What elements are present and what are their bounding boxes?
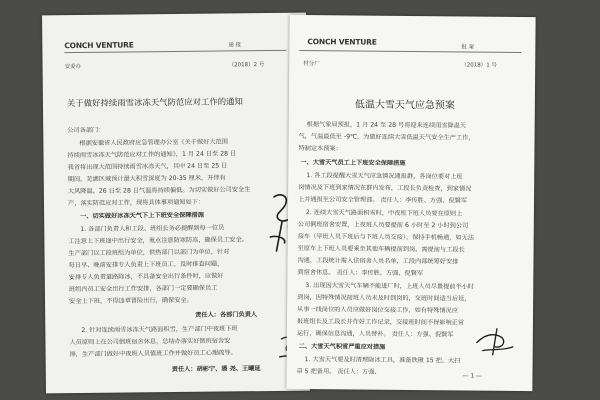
body-line: 班组内员工安全出行工作安排，各部门一定要确保员工 <box>68 284 218 294</box>
salutation: 公司各部门： <box>67 126 105 135</box>
body-line: 2. 针对连续雨雪冰冻天气路面积雪，生产部门中夜班下班 <box>81 325 238 334</box>
body-line: 生产部门以工段班组为单位，供热部门以部门为单位，针对 <box>68 248 230 258</box>
document-title: 关于做好持续雨雪冰冻天气防范应对工作的通知 <box>66 96 243 109</box>
company-logo-text: CONCH VENTURE <box>64 40 134 51</box>
body-line: 岗情况及下班到家情况在群内发布，工段长负责检查，到家情况 <box>298 184 472 193</box>
body-line: 上并通报至公司安全管理部。 责任人：李传胜、方强、倪賢军 <box>297 196 468 205</box>
body-line: 至原车上下班人员要乘坐其他车辆提前到岗，需提前与工段长 <box>297 245 465 254</box>
body-line: 1. 大雪天气要及时清理除冰工具，准备铁锹 15 把、大扫 <box>304 356 461 365</box>
header-rule <box>64 50 286 53</box>
document-title: 低温大雪天气应急预案 <box>354 99 455 112</box>
body-line: 3. 出现因大雪天气车辆不能进厂时，上班人员尽量提前半小时 <box>305 282 475 291</box>
notice-document <box>42 13 310 394</box>
body-line: 到宿舍休息。 责任人：李传胜、方强、倪賢军 <box>297 269 424 278</box>
contingency-plan-document <box>286 15 535 391</box>
body-line: 到岗，因特殊情况接班人员未及时到岗的，交班时间适当后延， <box>297 294 471 303</box>
body-line: 2. 连续大雪天气路面积雪时，中夜班下班人员要在原则上 <box>305 209 463 218</box>
body-line: 1. 各部门负责人和工段、班组长务必提醒到每一位员 <box>80 224 225 234</box>
document-number: （2018）2 号 <box>228 62 265 69</box>
issuing-office: 安委办 <box>64 63 82 71</box>
body-line: 运行，确保信息沟通，人员替补。 责任人：方强、倪賢军 <box>296 330 454 339</box>
body-line: 根据气象局预报，1 月 24 至 28 号将迎来连续雨雪降温天 <box>306 121 467 130</box>
company-logo-text: CONCH VENTURE <box>307 37 377 47</box>
body-line: 工注意上下班途中出行安全，重点注意防寒防冻，确保员工安全。 <box>68 236 248 246</box>
document-type-label: 报 案 <box>461 44 475 51</box>
body-line: 公司倒班宿舍安置，上夜班人员要提前 6 小时至 2 小时到公司 <box>297 221 469 230</box>
body-line: 安全上下班，不得违章冒险出行，确保安全。 <box>68 296 193 306</box>
body-line: 报班组长及工段长并作好工作记录，交接班时间不得影响正常 <box>296 318 465 327</box>
body-line: 我省将出现大范围持续雨雪冰冻天气，其中 24 日至 25 日 <box>67 162 228 172</box>
document-number: （2018）1 号 <box>461 62 497 69</box>
body-line: 接车（早班人员下班后与下班人员交接），保持手机畅通，如无法 <box>297 233 475 242</box>
body-line: 安排专人负责道路除冰，不具备安全出行条件时，应做好 <box>68 272 224 282</box>
responsible-person: 责任人：胡彬宁、潘 尧、王曦延 <box>171 365 261 374</box>
page-number: — 1 — <box>462 372 483 380</box>
body-line: 大风降温、26 日至 28 日气温将持续偏低。为切实做好公司安全生 <box>67 186 251 196</box>
body-line: 沟通，工段统计需入住宿舍人员名单，工段内部统筹好安排 <box>297 257 459 266</box>
body-line: 特制定本预案： <box>298 145 342 153</box>
body-line: 每日早、晚前安排专人负责上下班员工，及时排查问题， <box>68 260 224 270</box>
body-line: 从事一线岗位的人员应做好岗位交接工作，如有特殊情况应 <box>297 306 458 315</box>
body-line: 持续雨雪冰冻天气防范应对工作的通知》，1 月 24 日至 28 日 <box>67 150 237 160</box>
responsible-person: 责任人：各部门负责人 <box>195 311 258 319</box>
document-type-label: 通 报 <box>228 42 242 49</box>
section-heading: 一、大雪天气员工上下班安全保障措施 <box>300 159 406 167</box>
issuing-unit: 材分厂 <box>303 61 320 68</box>
handwritten-signature <box>475 323 515 357</box>
body-line: 气，气温最低至 -9℃，为做好连续大雪低温天气安全生产工作， <box>298 133 475 142</box>
body-line: 排，生产部门做好中夜班人员值班工作并做好员工心理疏导。 <box>69 349 237 359</box>
body-line: 1. 各工段提醒大雪天气应急情况通报群，各岗位要对上班 <box>306 172 463 181</box>
header-rule <box>299 50 521 53</box>
body-line: 期间，芜湖区域预计最大积雪深度为 20-35 厘米，并伴有 <box>67 174 226 184</box>
body-line: 根据安徽省人民政府应急管理办公室《关于做好大范围 <box>79 138 228 148</box>
section-heading: 一、切实做好冰冻天气下上下班安全保障措施 <box>80 211 204 221</box>
body-line: 产，落实防范应对工作，现将具体事项通知如下： <box>67 198 205 208</box>
body-line: 人员原则上在公司倒班宿舍休息，总结办落实好倒班宿舍安 <box>69 337 231 347</box>
section-heading: 二、大雪天气积雪严重应对措施 <box>298 343 386 351</box>
body-line: 帚 5 把备用。 责任人：方强、 <box>296 368 381 376</box>
